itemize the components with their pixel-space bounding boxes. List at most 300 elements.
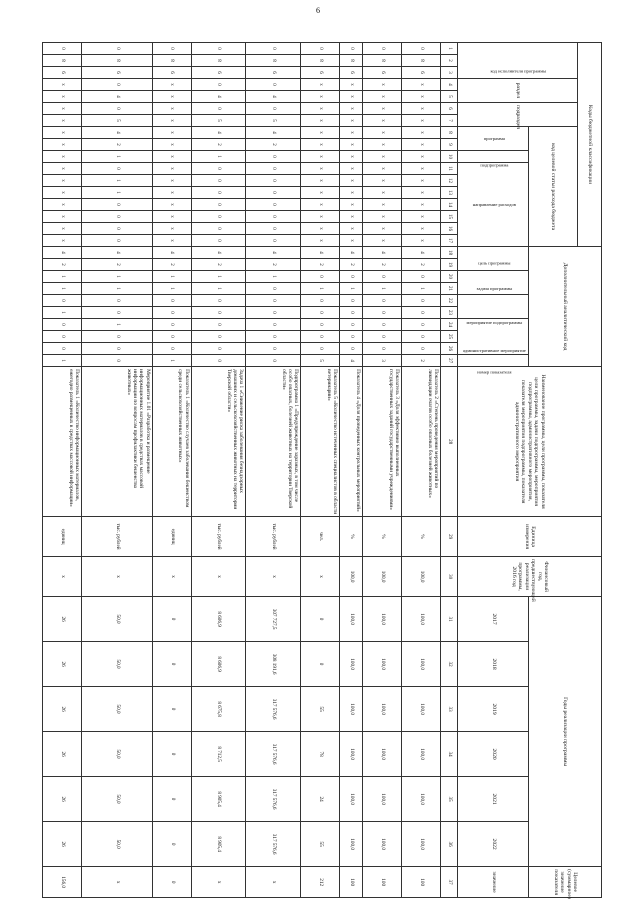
code-cell: x xyxy=(402,163,441,175)
code-cell: 0 xyxy=(152,343,191,355)
code-cell: x xyxy=(43,139,82,151)
code-cell: x xyxy=(300,139,339,151)
code-cell: 0 xyxy=(191,331,246,343)
column-number: 27 xyxy=(441,355,458,367)
code-cell: 2 xyxy=(246,259,301,271)
code-cell: 4 xyxy=(300,247,339,259)
code-cell: x xyxy=(363,199,402,211)
code-cell: 0 xyxy=(246,163,301,175)
code-cell: x xyxy=(300,127,339,139)
code-cell: 0 xyxy=(152,319,191,331)
code-cell: x xyxy=(300,79,339,91)
code-cell: x xyxy=(363,115,402,127)
row-year-value: 50,0 xyxy=(82,822,152,867)
row-target: 212 xyxy=(300,867,339,898)
column-number: 25 xyxy=(441,331,458,343)
code-cell: 6 xyxy=(246,67,301,79)
code-cell: 4 xyxy=(191,247,246,259)
code-cell: 2 xyxy=(152,259,191,271)
row-year-value: 0 xyxy=(152,732,191,777)
dop-col-header: номер показателя xyxy=(458,355,529,367)
rotated-table-wrapper xyxy=(42,42,602,897)
code-cell: x xyxy=(363,223,402,235)
code-cell: 1 xyxy=(152,355,191,367)
row-year-value: 0 xyxy=(300,597,339,642)
dop-code-header: Дополнительный аналитический код xyxy=(529,247,602,367)
row-unit: % xyxy=(363,517,402,557)
code-cell: 0 xyxy=(82,163,152,175)
code-cell: 0 xyxy=(402,295,441,307)
row-year-value: 0 xyxy=(152,822,191,867)
row-year-value: 100,0 xyxy=(339,822,362,867)
code-cell: 6 xyxy=(402,67,441,79)
code-cell: x xyxy=(339,79,362,91)
code-cell: 0 xyxy=(339,319,362,331)
column-number: 32 xyxy=(441,642,458,687)
code-cell: x xyxy=(300,235,339,247)
row-year-value: 0 xyxy=(152,642,191,687)
code-cell: 0 xyxy=(191,235,246,247)
code-cell: x xyxy=(43,199,82,211)
code-cell: 0 xyxy=(191,211,246,223)
code-cell: 0 xyxy=(82,103,152,115)
code-cell: 6 xyxy=(363,67,402,79)
table-row xyxy=(246,43,301,898)
code-cell: 0 xyxy=(246,319,301,331)
code-cell: 4 xyxy=(82,247,152,259)
row-base-year: x xyxy=(300,557,339,597)
row-year-value: 55 xyxy=(300,687,339,732)
code-cell: 0 xyxy=(402,43,441,55)
row-target: x xyxy=(246,867,301,898)
code-cell: x xyxy=(43,127,82,139)
napravlenie-header: направление расходов xyxy=(458,163,529,247)
year-header: 2019 xyxy=(458,687,529,732)
code-cell: 0 xyxy=(246,307,301,319)
code-cell: 1 xyxy=(191,151,246,163)
row-year-value: 308 191,6 xyxy=(246,642,301,687)
row-target: x xyxy=(82,867,152,898)
column-number: 24 xyxy=(441,319,458,331)
code-cell: x xyxy=(152,79,191,91)
code-cell: 8 xyxy=(339,55,362,67)
code-cell: 1 xyxy=(82,187,152,199)
code-cell: 0 xyxy=(82,331,152,343)
code-cell: 0 xyxy=(339,343,362,355)
code-cell: x xyxy=(152,103,191,115)
code-cell: 2 xyxy=(402,259,441,271)
code-cell: x xyxy=(402,139,441,151)
code-cell: 2 xyxy=(191,139,246,151)
column-number: 34 xyxy=(441,732,458,777)
code-cell: x xyxy=(300,199,339,211)
row-year-value: 100,0 xyxy=(363,822,402,867)
code-cell: 0 xyxy=(339,43,362,55)
code-cell: x xyxy=(363,139,402,151)
row-base-year: x xyxy=(82,557,152,597)
code-cell: x xyxy=(300,223,339,235)
code-cell: 0 xyxy=(191,295,246,307)
code-cell: x xyxy=(300,91,339,103)
code-cell: 3 xyxy=(363,355,402,367)
row-target: 0 xyxy=(152,867,191,898)
code-cell: 0 xyxy=(191,319,246,331)
row-year-value: 50,0 xyxy=(82,777,152,822)
code-cell: 0 xyxy=(191,199,246,211)
code-cell: 0 xyxy=(300,271,339,283)
code-cell: 0 xyxy=(246,343,301,355)
code-cell: 0 xyxy=(82,223,152,235)
code-cell: 2 xyxy=(82,259,152,271)
row-name: Показатель 1 «Количество случаев заболевания бешенством среди сельскохозяйственных животных» xyxy=(152,367,191,517)
unit-header: Единица измерения xyxy=(458,517,602,557)
podprogramma-header: подпрограмма xyxy=(458,151,529,163)
code-cell: 0 xyxy=(339,307,362,319)
column-number: 3 xyxy=(441,67,458,79)
target-header: Целевое (суммарное) значение показателя xyxy=(529,867,602,898)
row-year-value: 317 576,6 xyxy=(246,687,301,732)
code-cell: 1 xyxy=(82,319,152,331)
code-cell: 0 xyxy=(402,307,441,319)
code-cell: 1 xyxy=(191,271,246,283)
row-year-value: 100,0 xyxy=(402,687,441,732)
code-cell: 5 xyxy=(300,355,339,367)
row-unit: чел. xyxy=(300,517,339,557)
code-cell: x xyxy=(402,199,441,211)
code-cell: x xyxy=(339,103,362,115)
code-cell: 4 xyxy=(246,247,301,259)
code-cell: 0 xyxy=(43,343,82,355)
csr-header: код целевой статьи расхода бюджета xyxy=(529,127,578,247)
code-cell: 1 xyxy=(43,271,82,283)
code-cell: x xyxy=(43,223,82,235)
code-cell: x xyxy=(300,163,339,175)
row-unit: тыс. рублей xyxy=(82,517,152,557)
code-cell: 0 xyxy=(402,319,441,331)
code-cell: 0 xyxy=(246,295,301,307)
code-cell: 0 xyxy=(300,295,339,307)
code-cell: 0 xyxy=(82,43,152,55)
dop-col-header: задача программы xyxy=(458,271,529,295)
table-row xyxy=(339,43,362,898)
code-cell: x xyxy=(363,103,402,115)
row-base-year: x xyxy=(191,557,246,597)
code-cell: x xyxy=(363,175,402,187)
code-cell: 2 xyxy=(300,259,339,271)
row-year-value: 100,0 xyxy=(363,642,402,687)
code-cell: 0 xyxy=(300,43,339,55)
code-cell: 4 xyxy=(191,127,246,139)
code-cell: 1 xyxy=(82,175,152,187)
code-cell: 4 xyxy=(82,127,152,139)
code-cell: 0 xyxy=(300,343,339,355)
code-cell: 0 xyxy=(191,43,246,55)
code-cell: 6 xyxy=(300,67,339,79)
code-cell: x xyxy=(402,187,441,199)
code-cell: x xyxy=(152,151,191,163)
column-number: 33 xyxy=(441,687,458,732)
code-cell: x xyxy=(43,235,82,247)
code-cell: 0 xyxy=(339,271,362,283)
code-cell: x xyxy=(152,199,191,211)
column-number: 31 xyxy=(441,597,458,642)
code-cell: 4 xyxy=(191,91,246,103)
code-cell: 0 xyxy=(43,331,82,343)
row-year-value: 317 576,6 xyxy=(246,822,301,867)
code-cell: 0 xyxy=(246,175,301,187)
code-cell: x xyxy=(339,139,362,151)
row-year-value: 26 xyxy=(43,777,82,822)
code-cell: 0 xyxy=(246,79,301,91)
column-number: 11 xyxy=(441,163,458,175)
code-cell: 1 xyxy=(82,151,152,163)
row-year-value: 317 576,6 xyxy=(246,777,301,822)
row-name: Показатель 5 «Количество истеченных специалистов в области ветеринарии» xyxy=(300,367,339,517)
code-cell: x xyxy=(300,187,339,199)
code-cell: x xyxy=(363,79,402,91)
code-cell: 8 xyxy=(363,55,402,67)
code-cell: 0 xyxy=(246,151,301,163)
code-cell: 4 xyxy=(43,247,82,259)
code-cell: 0 xyxy=(152,43,191,55)
dop-col-header: мероприятие подпрограммы xyxy=(458,295,529,319)
code-cell: 8 xyxy=(43,55,82,67)
row-year-value: 0 xyxy=(152,597,191,642)
code-cell: x xyxy=(339,199,362,211)
column-number: 36 xyxy=(441,822,458,867)
ceh-code-header: код исполнителя программы xyxy=(458,43,578,79)
column-number: 6 xyxy=(441,103,458,115)
row-year-value: 100,0 xyxy=(363,732,402,777)
row-year-value: 50,0 xyxy=(82,597,152,642)
code-cell: 0 xyxy=(246,103,301,115)
row-base-year: x xyxy=(246,557,301,597)
code-cell: 0 xyxy=(246,223,301,235)
code-cell: 0 xyxy=(82,355,152,367)
code-cell: x xyxy=(300,115,339,127)
code-cell: 0 xyxy=(43,295,82,307)
row-name: Показатель 1 «Количество информационных материалов, ежегодно размещенных в средствах массовой информации» xyxy=(43,367,82,517)
code-cell: x xyxy=(363,211,402,223)
code-cell: x xyxy=(43,115,82,127)
code-cell: x xyxy=(43,151,82,163)
column-number: 10 xyxy=(441,151,458,163)
code-cell: x xyxy=(363,91,402,103)
code-cell: 0 xyxy=(191,187,246,199)
code-cell: 1 xyxy=(152,283,191,295)
column-number: 8 xyxy=(441,127,458,139)
code-cell: 4 xyxy=(363,247,402,259)
code-cell: x xyxy=(363,151,402,163)
code-cell: 0 xyxy=(82,235,152,247)
razdel-header: раздел xyxy=(458,79,578,103)
code-cell: 1 xyxy=(152,271,191,283)
code-cell: x xyxy=(300,151,339,163)
code-cell: x xyxy=(339,187,362,199)
code-cell: x xyxy=(152,115,191,127)
code-cell: 8 xyxy=(402,55,441,67)
dop-col-header: цель программы xyxy=(458,247,529,271)
code-cell: 0 xyxy=(246,43,301,55)
code-cell: 2 xyxy=(246,139,301,151)
column-number: 23 xyxy=(441,307,458,319)
code-cell: 6 xyxy=(191,67,246,79)
code-cell: 4 xyxy=(339,247,362,259)
code-cell: x xyxy=(152,127,191,139)
code-cell: x xyxy=(339,235,362,247)
code-cell: 2 xyxy=(43,259,82,271)
code-cell: 0 xyxy=(191,343,246,355)
row-unit: единиц xyxy=(152,517,191,557)
code-cell: 0 xyxy=(191,163,246,175)
row-year-value: 8 712,5 xyxy=(191,732,246,777)
code-cell: x xyxy=(402,235,441,247)
code-cell: 0 xyxy=(246,283,301,295)
row-target: 100 xyxy=(363,867,402,898)
year-header: 2022 xyxy=(458,822,529,867)
code-cell: x xyxy=(43,175,82,187)
code-cell: x xyxy=(152,235,191,247)
row-year-value: 0 xyxy=(152,777,191,822)
code-cell: 0 xyxy=(363,295,402,307)
code-cell: x xyxy=(339,223,362,235)
column-number: 15 xyxy=(441,211,458,223)
code-cell: x xyxy=(43,211,82,223)
code-cell: x xyxy=(339,127,362,139)
code-cell: 1 xyxy=(191,283,246,295)
code-cell: 5 xyxy=(191,115,246,127)
code-cell: 0 xyxy=(191,79,246,91)
row-year-value: 26 xyxy=(43,822,82,867)
code-cell: x xyxy=(339,115,362,127)
row-year-value: 0 xyxy=(152,687,191,732)
code-cell: 0 xyxy=(191,307,246,319)
dop-col-header: административное мероприятие xyxy=(458,319,529,355)
table-row xyxy=(191,43,246,898)
code-cell: x xyxy=(43,79,82,91)
table-row xyxy=(152,43,191,898)
code-cell: 2 xyxy=(402,355,441,367)
code-cell: 0 xyxy=(363,43,402,55)
row-year-value: 100,0 xyxy=(402,597,441,642)
code-cell: 1 xyxy=(82,271,152,283)
code-cell: x xyxy=(402,103,441,115)
code-cell: 0 xyxy=(363,319,402,331)
code-cell: 4 xyxy=(246,91,301,103)
column-number: 19 xyxy=(441,259,458,271)
code-cell: 0 xyxy=(152,331,191,343)
row-unit: % xyxy=(339,517,362,557)
code-cell: 0 xyxy=(246,331,301,343)
row-year-value: 26 xyxy=(43,642,82,687)
row-year-value: 100,0 xyxy=(363,687,402,732)
code-cell: 4 xyxy=(402,247,441,259)
code-cell: 0 xyxy=(191,103,246,115)
code-cell: 4 xyxy=(339,355,362,367)
code-cell: 1 xyxy=(82,283,152,295)
column-number: 26 xyxy=(441,343,458,355)
row-target: 100 xyxy=(339,867,362,898)
row-year-value: 100,0 xyxy=(402,822,441,867)
column-number: 9 xyxy=(441,139,458,151)
code-cell: x xyxy=(300,211,339,223)
row-year-value: 100,0 xyxy=(402,777,441,822)
code-cell: x xyxy=(152,211,191,223)
code-cell: x xyxy=(152,223,191,235)
row-unit: тыс. рублей xyxy=(191,517,246,557)
row-target: x xyxy=(191,867,246,898)
row-year-value: 8 606,9 xyxy=(191,642,246,687)
code-cell: x xyxy=(402,115,441,127)
row-unit: тыс. рублей xyxy=(246,517,301,557)
code-cell: 2 xyxy=(363,259,402,271)
code-cell: 0 xyxy=(363,331,402,343)
code-cell: 0 xyxy=(82,295,152,307)
row-base-year: 100,0 xyxy=(339,557,362,597)
code-cell: 0 xyxy=(300,331,339,343)
code-cell: 5 xyxy=(246,115,301,127)
code-cell: 5 xyxy=(82,115,152,127)
code-cell: 0 xyxy=(363,343,402,355)
row-year-value: 50,0 xyxy=(82,687,152,732)
code-cell: 1 xyxy=(300,283,339,295)
code-cell: x xyxy=(43,103,82,115)
code-cell: 0 xyxy=(363,271,402,283)
code-cell: 8 xyxy=(300,55,339,67)
table-row xyxy=(300,43,339,898)
code-cell: 0 xyxy=(82,199,152,211)
code-cell: x xyxy=(363,127,402,139)
code-cell: 0 xyxy=(300,307,339,319)
table-row xyxy=(82,43,152,898)
row-year-value: 100,0 xyxy=(339,777,362,822)
kbk-header: Коды бюджетной классификации xyxy=(578,43,602,247)
row-unit: единиц xyxy=(43,517,82,557)
code-cell: x xyxy=(43,91,82,103)
year-header: 2020 xyxy=(458,732,529,777)
row-year-value: 55 xyxy=(300,822,339,867)
code-cell: x xyxy=(152,175,191,187)
table-row xyxy=(363,43,402,898)
code-cell: x xyxy=(152,187,191,199)
code-cell: 0 xyxy=(82,307,152,319)
code-cell: 2 xyxy=(191,259,246,271)
code-cell: x xyxy=(152,163,191,175)
row-year-value: 8 675,8 xyxy=(191,687,246,732)
row-year-value: 100,0 xyxy=(402,732,441,777)
code-cell: 0 xyxy=(43,319,82,331)
name-header: Наименование программы, цели программы, показателя цели программы, задачи подпрограммы, мероприятия подпрограммы, административного мероприятия, показателя мероприятия подпрограммы, показателя административного мероприятия xyxy=(458,367,602,517)
row-base-year: 100,0 xyxy=(402,557,441,597)
code-cell: 0 xyxy=(402,271,441,283)
code-cell: 1 xyxy=(43,283,82,295)
code-cell: x xyxy=(363,163,402,175)
row-name: Мероприятие 1.01 «Разработка и размещение информационных материалов в средствах массовой информации по вопросам профилактики бешенства животных» xyxy=(82,367,152,517)
row-year-value: 100,0 xyxy=(402,642,441,687)
column-number: 14 xyxy=(441,199,458,211)
code-cell: 6 xyxy=(43,67,82,79)
code-cell: 0 xyxy=(402,343,441,355)
column-number-row xyxy=(441,43,458,898)
row-unit: % xyxy=(402,517,441,557)
column-number: 7 xyxy=(441,115,458,127)
code-cell: 8 xyxy=(152,55,191,67)
row-year-value: 307 727,5 xyxy=(246,597,301,642)
code-cell: 1 xyxy=(246,271,301,283)
row-year-value: 100,0 xyxy=(339,732,362,777)
target-value-header: значение xyxy=(458,867,529,898)
code-cell: x xyxy=(402,151,441,163)
